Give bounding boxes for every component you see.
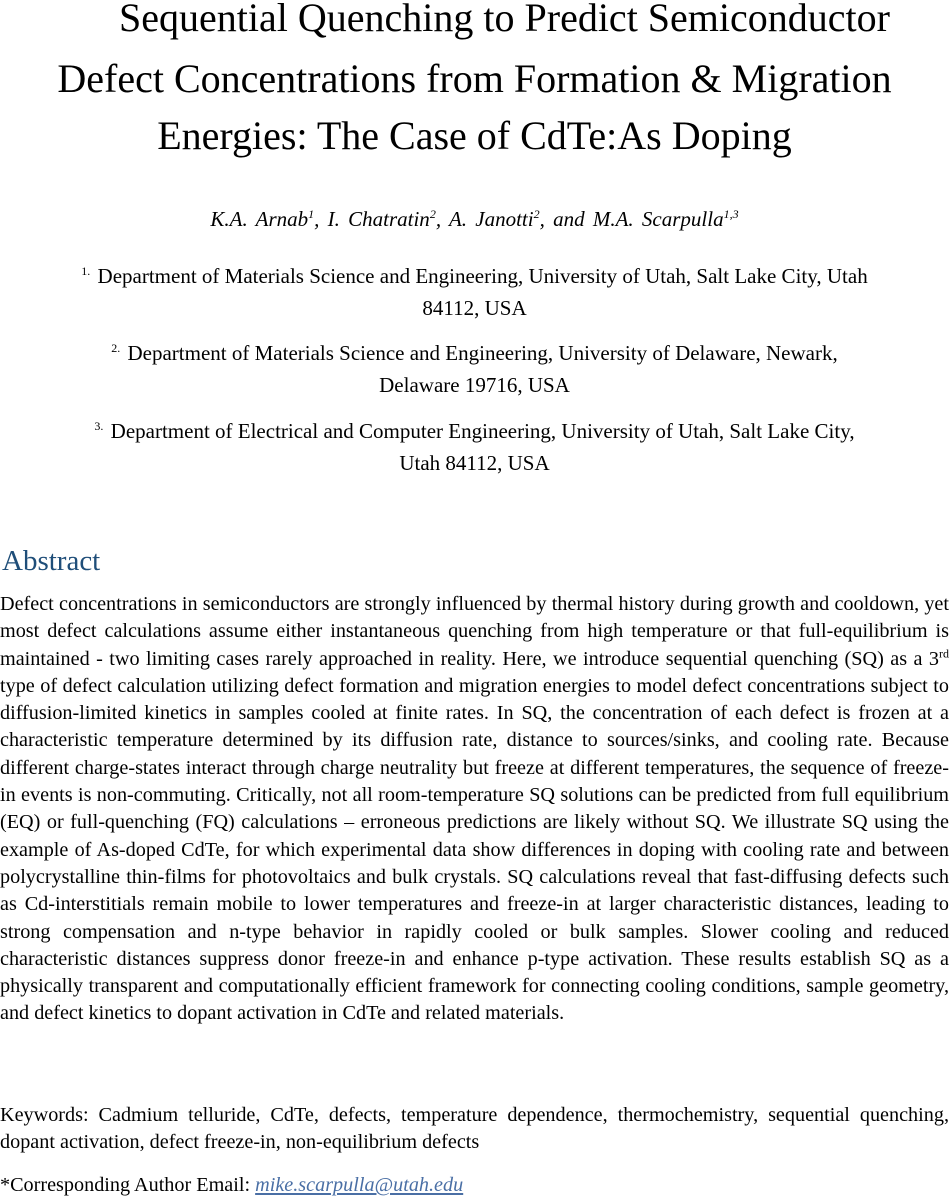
- affiliation-3: [0, 415, 949, 479]
- abstract-heading: Abstract: [2, 545, 101, 577]
- author-name: A. Janotti: [448, 207, 534, 231]
- affiliation-line: [0, 260, 949, 292]
- author-list: [0, 205, 949, 233]
- author-affiliation-mark: 2: [533, 207, 540, 221]
- abstract-text-part: Defect concentrations in semiconductors are strongly influenced by thermal history during growth and cooldown, yet most defect calculations assume either instantaneous quenching from high temperature or that full-equilibrium is maintained - two limiting cases rarely approached in reality. Here, we introduce sequential quenching (SQ) as a 3: [0, 593, 949, 670]
- author-name: I. Chatratin: [327, 207, 430, 231]
- keywords: Keywords: Cadmium telluride, CdTe, defects, temperature dependence, thermochemistry, sequential quenching, dopant activation, defect freeze-in, non-equilibrium defects: [0, 1104, 949, 1154]
- author-affiliation-mark: 1: [308, 207, 315, 221]
- author-separator: ,: [314, 207, 328, 231]
- affiliation-2: [0, 337, 949, 401]
- author-name: K.A. Arnab: [210, 207, 309, 231]
- title-line-2: Defect Concentrations from Formation & Migration: [57, 56, 892, 101]
- affiliation-number: 2.: [111, 341, 121, 355]
- affiliation-1: [0, 260, 949, 324]
- affiliation-number: 1.: [81, 264, 91, 278]
- affiliation-text: Department of Materials Science and Engineering, University of Utah, Salt Lake City, Utah: [97, 264, 868, 288]
- author-separator: ,: [435, 207, 449, 231]
- author-separator: , and: [539, 207, 593, 231]
- corresponding-author: [0, 1172, 949, 1199]
- abstract-text: [0, 591, 949, 1028]
- affiliation-text: Department of Materials Science and Engineering, University of Delaware, Newark,: [127, 341, 838, 365]
- author-affiliation-mark: 1,3: [723, 207, 739, 221]
- affiliation-number: 3.: [94, 419, 104, 433]
- title-line-3: Energies: The Case of CdTe:As Doping: [157, 113, 792, 158]
- author-name: M.A. Scarpulla: [592, 207, 724, 231]
- affiliation-line: [0, 337, 949, 369]
- email-link[interactable]: mike.scarpulla@utah.edu: [255, 1174, 464, 1196]
- affiliation-line: [0, 415, 949, 447]
- affiliation-line: Delaware 19716, USA: [379, 373, 570, 397]
- abstract-text-part: type of defect calculation utilizing defect formation and migration energies to model defect concentrations subject to diffusion-limited kinetics in samples cooled at finite rates. In SQ, the concentration of each defect is frozen at a characteristic temperature determined by its diffusion rate, distance to sources/sinks, and cooling rate. Because different charge-states interact through charge neutrality but freeze at different temperatures, the sequence of freeze-in events is non-commuting. Critically, not all room-temperature SQ solutions can be predicted from full equilibrium (EQ) or full-quenching (FQ) calculations – erroneous predictions are likely without SQ. We illustrate SQ using the example of As-doped CdTe, for which experimental data show differences in doping with cooling rate and between polycrystalline thin-films for photovoltaics and bulk crystals. SQ calculations reveal that fast-diffusing defects such as Cd-interstitials remain mobile to lower temperatures and freeze-in at larger characteristic distances, leading to strong compensation and n-type behavior in rapidly cooled or bulk samples. Slower cooling and reduced characteristic distances suppress donor freeze-in and enhance p-type activation. These results establish SQ as a physically transparent and computationally efficient framework for connecting cooling conditions, sample geometry, and defect kinetics to dopant activation in CdTe and related materials.: [0, 674, 949, 1025]
- title-line-1: Sequential Quenching to Predict Semiconductor: [119, 0, 890, 40]
- affiliation-line: 84112, USA: [422, 296, 527, 320]
- ordinal-superscript: rd: [939, 645, 949, 660]
- affiliation-line: Utah 84112, USA: [399, 451, 550, 475]
- author-affiliation-mark: 2: [429, 207, 436, 221]
- corresponding-label: *Corresponding Author Email:: [0, 1174, 256, 1196]
- affiliation-text: Department of Electrical and Computer Engineering, University of Utah, Salt Lake City,: [110, 419, 855, 443]
